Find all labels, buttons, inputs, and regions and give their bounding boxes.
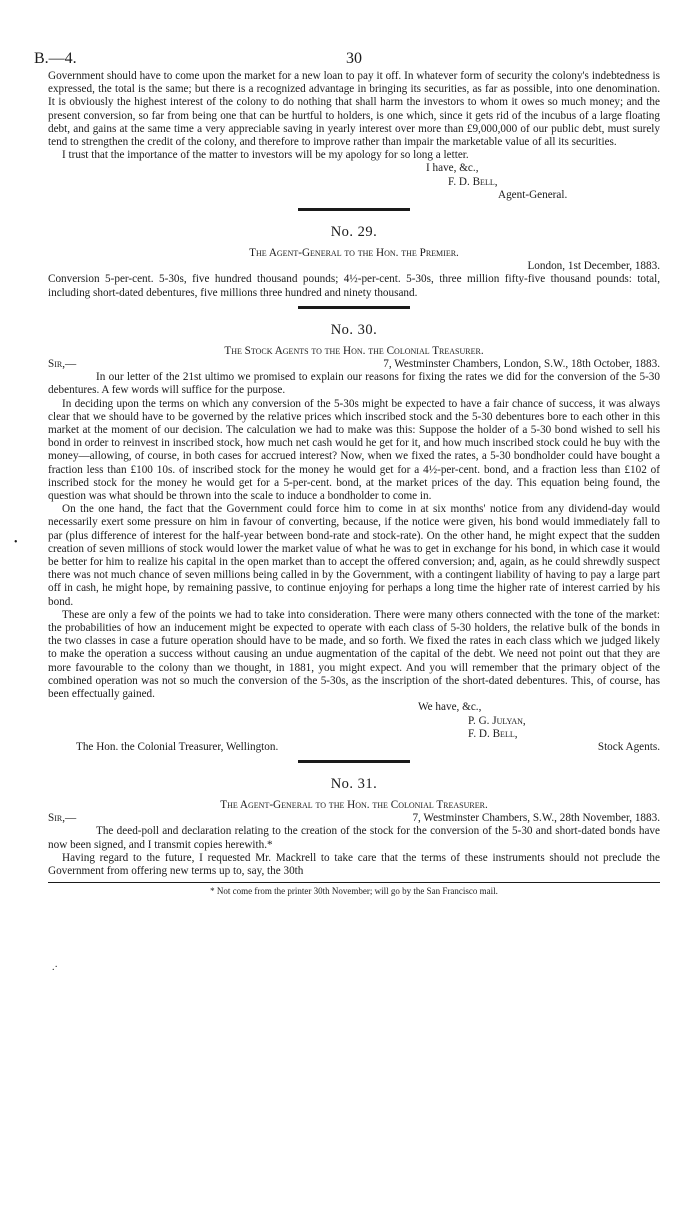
telegram-body: Conversion 5-per-cent. 5-30s, five hundred thousand pounds; 4½-per-cent. 5-30s, three million fifty-five thousand pounds: total, including short-dated debentures, five millions three hundred and ninety thousand.	[48, 273, 660, 299]
continuation-paragraph: Government should have to come upon the market for a new loan to pay it off. In whatever form of security the colony's indebtedness is expressed, the total is the same; but there is a recognized advantage in bringing its securities, as far as possible, into one denomination. It is obviously the highest interest of the colony to do nothing that shall harm the investors to whom it owes so much money; and the present conversion, so far from being one that can be hurtful to holders, is one which, since it gets rid of the incubus of a large floating debt, and gains at the same time a very appreciable saving in yearly interest over more than £9,000,000 of our public debt, must surely tend to strengthen the credit of the colony, and therefore to improve rather than impair the marketable value of all its securities.	[48, 70, 660, 149]
location-date: London, 1st December, 1883.	[527, 260, 660, 273]
location-date: 7, Westminster Chambers, S.W., 28th November, 1883.	[412, 812, 660, 825]
sign-off: We have, &c.,	[418, 701, 482, 714]
section-code: B.—4.	[34, 50, 77, 67]
letter-paragraph: In our letter of the 21st ultimo we promised to explain our reasons for fixing the rates we did for the conversion of the 5-30 debentures. A few words will suffice for the purpose.	[48, 371, 660, 397]
separator	[48, 300, 660, 314]
document-heading: The Agent-General to the Hon. the Premier.	[249, 247, 459, 260]
signatory-title: Agent-General.	[498, 188, 568, 201]
signature-block	[48, 701, 660, 741]
document-page	[34, 0, 660, 897]
addressee-row	[48, 741, 660, 754]
salutation-row	[48, 812, 660, 825]
page-number: 30	[346, 50, 362, 67]
letter-paragraph: In deciding upon the terms on which any conversion of the 5-30s might be expected to have a fair chance of success, it was always clear that we should have to be governed by the relative prices which inscribed stock and the 5-30 debentures bore to each other in this market at the moment of our decision. The calculation we had to make was this: Suppose the holder of a 5-30 bond wished to sell his bond in order to reinvest in inscribed stock, how much net cash would he get for it, and how much inscribed stock could he buy with the money—allowing, of course, in both cases for accrued interest? Now, when we fixed the rates, a 5-30 bondholder could have bought a fraction less than £100 10s. of inscribed stock for the money he would get for a 4½-per-cent. bond, and a fraction less than £102 of inscribed stock for the money he would get for a 5-per-cent. bond, at the market prices of the day. This equation being found, the question was what should be thrown into the scale to induce a bondholder to come in.	[48, 397, 660, 503]
document-heading: The Stock Agents to the Hon. the Colonial Treasurer.	[224, 344, 484, 357]
letter-paragraph: On the one hand, the fact that the Government could force him to come in at six months' notice from any dividend-day would necessarily exert some pressure on him in favour of converting, because, if the notice were given, his bond would immediately fall to par (plus difference of interest for the half-year between bond-rate and stock-rate). On the other hand, he might expect that the sudden creation of seven millions of stock would lower the market value of what he was to get in exchange for his bond, in which case it would be better for him to realize his capital in the open market than to accept the offered conversion; and, again, as he could shrewdly suspect there was not much chance of seven millions being called in by the Government, with a contingent liability of having to pay a large part off in cash, he might hope, by remaining passive, to continue enjoying for perhaps a long time the higher rate of interest carried by his bond.	[48, 503, 660, 608]
document-number: No. 30.	[330, 321, 378, 338]
signature-block	[48, 162, 660, 202]
margin-dots: .·	[52, 962, 58, 973]
footnote-rule	[48, 882, 660, 883]
sign-off: I have, &c.,	[426, 162, 479, 175]
separator	[48, 754, 660, 768]
salutation: Sir,—	[48, 358, 77, 371]
document-number: No. 29.	[330, 224, 378, 241]
location-date-row	[48, 260, 660, 273]
signatory: F. D. Bell,	[448, 175, 498, 188]
signatory: F. D. Bell,	[468, 727, 518, 740]
document-number: No. 31.	[330, 776, 378, 793]
footnote: * Not come from the printer 30th November; will go by the San Francisco mail.	[210, 886, 498, 897]
salutation: Sir,—	[48, 812, 77, 825]
signatory: P. G. Julyan,	[468, 714, 526, 727]
document-heading: The Agent-General to the Hon. the Colonial Treasurer.	[220, 799, 488, 812]
margin-bullet: •	[14, 537, 18, 548]
letter-paragraph: These are only a few of the points we had to take into consideration. There were many others connected with the tone of the market: the probabilities of how an inducement might be expected to operate with each class of 5-30 holders, the relative bulk of the bonds in the two classes in case a future operation should have to be made, and so forth. We fixed the rates in each class which we judged likely to make the operation a success without causing an undue augmentation of the capital of the debt. We need not point out that they are more favourable to the colony than we thought, in 1881, you might expect. And you will remember that the primary object of the combined operation was not so much the conversion of the 5-30s, as the inscription of the short-dated debentures. This, of course, has been effectually gained.	[48, 608, 660, 701]
closing-paragraph: I trust that the importance of the matter to investors will be my apology for so long a letter.	[62, 149, 469, 162]
separator	[48, 202, 660, 216]
letter-paragraph: The deed-poll and declaration relating to the creation of the stock for the conversion of the 5-30 and short-dated bonds have now been signed, and I transmit copies herewith.*	[48, 825, 660, 851]
location-date: 7, Westminster Chambers, London, S.W., 18th October, 1883.	[383, 358, 660, 371]
letter-paragraph: Having regard to the future, I requested Mr. Mackrell to take care that the terms of these instruments should not preclude the Government from offering new terms up to, say, the 30th	[48, 851, 660, 878]
addressee: The Hon. the Colonial Treasurer, Wellington.	[76, 740, 279, 753]
signatory-title: Stock Agents.	[597, 740, 660, 753]
page-header	[34, 0, 660, 70]
salutation-row	[48, 358, 660, 371]
